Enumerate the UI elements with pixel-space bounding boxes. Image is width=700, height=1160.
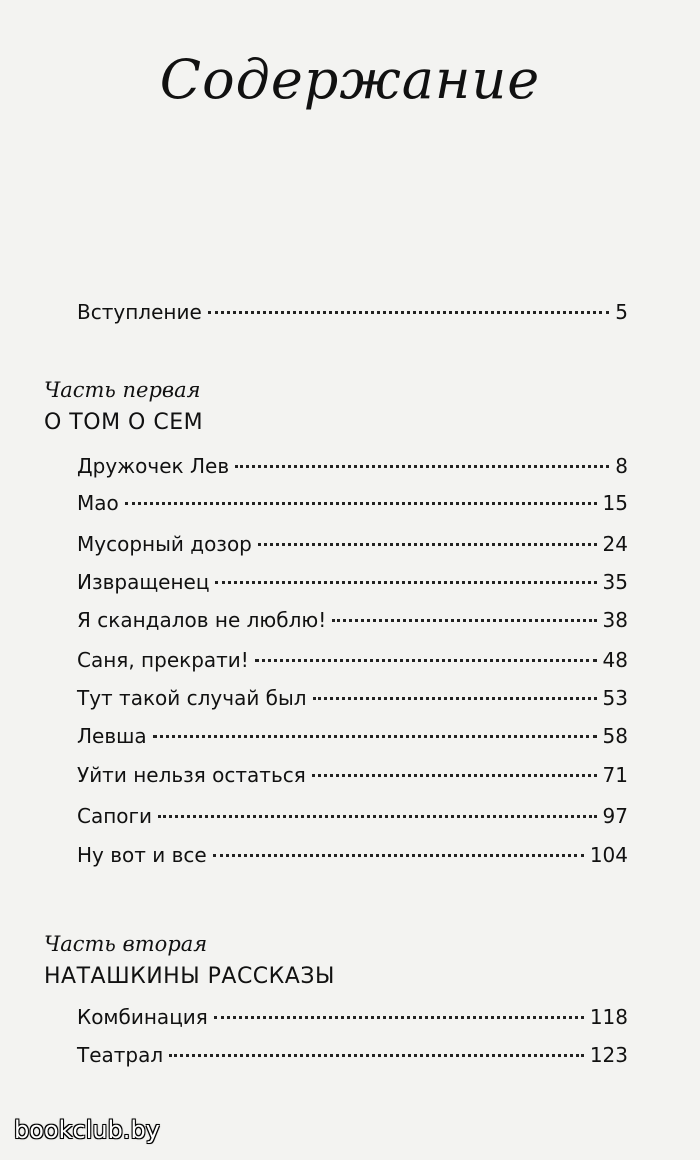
- toc-entry-title: Мао: [77, 491, 119, 515]
- page-title: Содержание: [159, 48, 541, 111]
- toc-entry-title: Тут такой случай был: [77, 686, 307, 710]
- dot-leader: [158, 815, 597, 818]
- toc-entry-page: 53: [602, 686, 628, 710]
- toc-entry-page: 104: [589, 843, 628, 867]
- toc-entry-page: 24: [602, 532, 628, 556]
- toc-entry-page: 38: [602, 608, 628, 632]
- toc-entry: [77, 804, 628, 834]
- toc-entry-title: Сапоги: [77, 804, 153, 828]
- part-heading: НАТАШКИНЫ РАССКАЗЫ: [44, 964, 335, 989]
- dot-leader: [255, 659, 597, 662]
- toc-entry-title: Я скандалов не люблю!: [77, 608, 327, 632]
- dot-leader: [169, 1054, 584, 1057]
- toc-entry: [77, 648, 628, 678]
- dot-leader: [215, 581, 596, 584]
- toc-entry: [77, 843, 628, 873]
- toc-entry: [77, 763, 628, 793]
- toc-entry-page: 71: [602, 763, 628, 787]
- dot-leader: [312, 774, 597, 777]
- toc-entry-title: Вступление: [77, 300, 202, 324]
- toc-entry-title: Комбинация: [77, 1005, 208, 1029]
- part-heading: О ТОМ О СЕМ: [44, 410, 204, 435]
- toc-entry: [77, 570, 628, 600]
- part-label: Часть вторая: [44, 932, 208, 956]
- toc-entry-title: Дружочек Лев: [77, 454, 230, 478]
- dot-leader: [125, 502, 597, 505]
- toc-entry-page: 58: [602, 724, 628, 748]
- dot-leader: [332, 619, 596, 622]
- toc-entry: [77, 491, 628, 521]
- toc-entry-page: 15: [602, 491, 628, 515]
- toc-entry-page: 5: [615, 300, 628, 324]
- toc-entry: [77, 724, 628, 754]
- toc-entry-page: 97: [602, 804, 628, 828]
- toc-entry-intro: [77, 300, 628, 330]
- dot-leader: [313, 697, 597, 700]
- toc-entry: [77, 1043, 628, 1073]
- toc-entry-title: Ну вот и все: [77, 843, 207, 867]
- toc-entry-page: 48: [602, 648, 628, 672]
- dot-leader: [153, 735, 597, 738]
- toc-entry-title: Извращенец: [77, 570, 210, 594]
- dot-leader: [214, 1016, 584, 1019]
- toc-entry-title: Уйти нельзя остаться: [77, 763, 306, 787]
- toc-entry-title: Мусорный дозор: [77, 532, 252, 556]
- dot-leader: [235, 465, 609, 468]
- toc-entry: [77, 686, 628, 716]
- dot-leader: [258, 543, 597, 546]
- toc-entry-title: Левша: [77, 724, 147, 748]
- toc-entry: [77, 532, 628, 562]
- part-label: Часть первая: [44, 378, 201, 402]
- toc-entry-page: 118: [589, 1005, 628, 1029]
- toc-entry-page: 35: [602, 570, 628, 594]
- dot-leader: [213, 854, 584, 857]
- toc-entry-page: 123: [589, 1043, 628, 1067]
- toc-entry-title: Театрал: [77, 1043, 164, 1067]
- site-watermark: bookclub.by: [14, 1116, 160, 1144]
- dot-leader: [208, 311, 610, 314]
- toc-entry-page: 8: [615, 454, 628, 478]
- toc-entry: [77, 608, 628, 638]
- toc-entry: [77, 454, 628, 484]
- toc-entry-title: Саня, прекрати!: [77, 648, 249, 672]
- toc-entry: [77, 1005, 628, 1035]
